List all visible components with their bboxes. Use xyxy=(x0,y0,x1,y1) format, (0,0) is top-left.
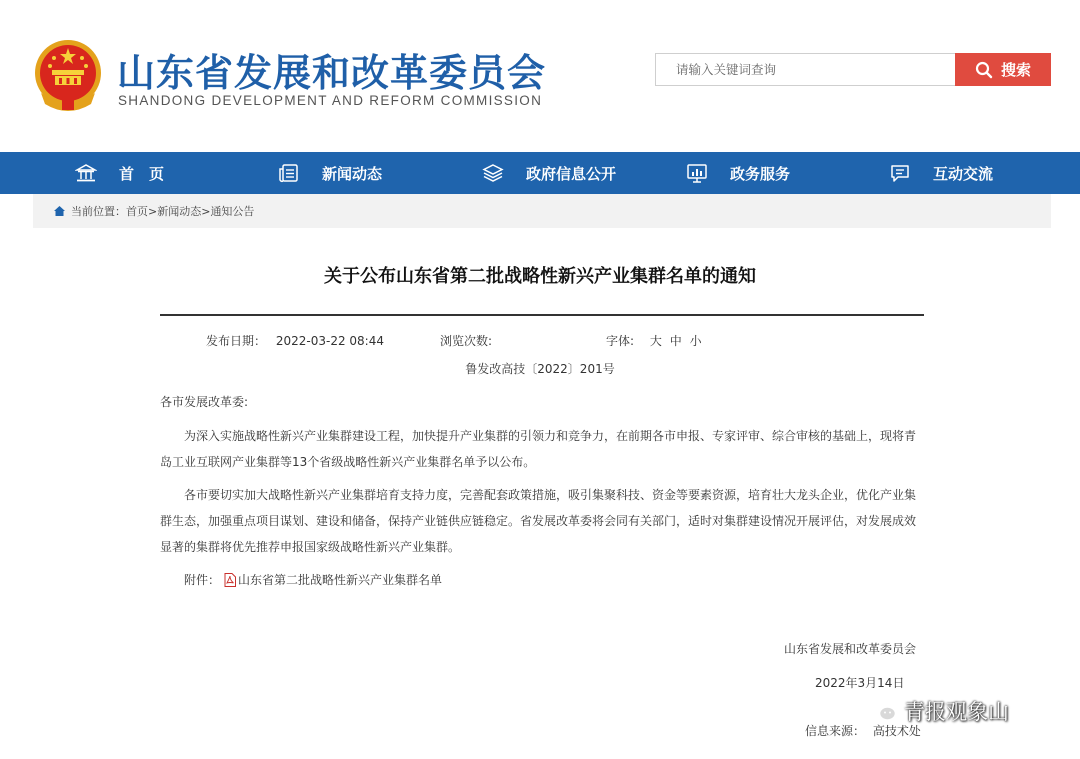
signer: 山东省发展和改革委员会 xyxy=(784,642,917,656)
breadcrumb-separator: > xyxy=(148,204,158,218)
attachment-link[interactable]: 山东省第二批战略性新兴产业集群名单 xyxy=(238,573,443,587)
info-source-label: 信息来源： xyxy=(805,724,866,738)
view-count-label: 浏览次数: xyxy=(440,334,493,348)
nav-label-gov-info: 政府信息公开 xyxy=(526,164,617,183)
breadcrumb-separator: > xyxy=(201,204,211,218)
news-icon xyxy=(278,162,300,184)
layers-icon xyxy=(482,162,504,184)
nav-item-gov-info[interactable] xyxy=(482,152,616,194)
search-input[interactable] xyxy=(655,53,955,86)
main-nav xyxy=(0,152,1080,194)
font-size-large[interactable]: 大 xyxy=(649,334,662,348)
nav-item-news[interactable] xyxy=(278,152,382,194)
view-count xyxy=(440,332,492,349)
nav-label-news: 新闻动态 xyxy=(322,164,383,183)
national-emblem-icon xyxy=(33,38,103,114)
site-subtitle: SHANDONG DEVELOPMENT AND REFORM COMMISSION xyxy=(118,93,543,108)
font-size-label: 字体: xyxy=(606,334,635,348)
location-home-icon xyxy=(53,205,66,217)
search-button[interactable] xyxy=(955,53,1051,86)
article-title: 关于公布山东省第二批战略性新兴产业集群名单的通知 xyxy=(324,266,756,287)
breadcrumb-prefix: 当前位置： xyxy=(71,205,126,218)
monitor-chart-icon xyxy=(686,162,708,184)
body-paragraph: 为深入实施战略性新兴产业集群建设工程，加快提升产业集群的引领力和竞争力，在前期各市申报、专家评审、综合审核的基础上，现将青岛工业互联网产业集群等13个省级战略性新兴产业集群名单予以公布。 xyxy=(160,429,917,469)
body-paragraph: 各市要切实加大战略性新兴产业集群培育支持力度，完善配套政策措施，吸引集聚科技、资金等要素资源，培育壮大龙头企业，优化产业集群生态，加强重点项目谋划、建设和储备，保持产业链供应链稳定。省发展改革委将会同有关部门，适时对集群建设情况开展评估，对发展成效显著的集群将优先推荐申报国家级战略性新兴产业集群。 xyxy=(160,488,917,554)
attachment-label: 附件： xyxy=(184,573,221,587)
wechat-icon xyxy=(868,698,898,724)
breadcrumb xyxy=(33,194,1051,228)
pdf-icon xyxy=(224,573,236,587)
font-size-medium[interactable]: 中 xyxy=(669,334,682,348)
home-icon xyxy=(75,162,97,184)
font-size-small[interactable]: 小 xyxy=(689,334,702,348)
breadcrumb-home[interactable]: 首页 xyxy=(126,205,148,218)
info-source-value: 高技术处 xyxy=(872,724,921,738)
watermark-text: 青报观象山 xyxy=(904,700,1009,724)
nav-item-services[interactable] xyxy=(686,152,790,194)
publish-date xyxy=(206,332,384,349)
site-title[interactable]: 山东省发展和改革委员会 xyxy=(117,51,547,95)
attachment xyxy=(184,571,442,588)
nav-label-interaction: 互动交流 xyxy=(933,164,994,183)
nav-item-interaction[interactable] xyxy=(889,152,993,194)
nav-label-home: 首 页 xyxy=(119,164,165,183)
sign-date: 2022年3月14日 xyxy=(815,676,905,690)
breadcrumb-news[interactable]: 新闻动态 xyxy=(157,205,202,218)
publish-date-label: 发布日期： xyxy=(206,334,267,348)
nav-label-services: 政务服务 xyxy=(730,164,791,183)
title-divider xyxy=(160,314,924,316)
breadcrumb-notice[interactable]: 通知公告 xyxy=(210,205,255,218)
chat-icon xyxy=(889,162,911,184)
nav-item-home[interactable] xyxy=(75,152,164,194)
search-button-label: 搜索 xyxy=(1000,61,1031,79)
search-icon xyxy=(975,61,993,79)
salutation: 各市发展改革委: xyxy=(160,395,249,409)
document-number: 鲁发改高技〔2022〕201号 xyxy=(465,362,615,376)
publish-date-value: 2022-03-22 08:44 xyxy=(275,334,384,348)
font-size-control xyxy=(606,332,702,349)
watermark xyxy=(868,696,1009,726)
site-header xyxy=(0,0,1080,152)
